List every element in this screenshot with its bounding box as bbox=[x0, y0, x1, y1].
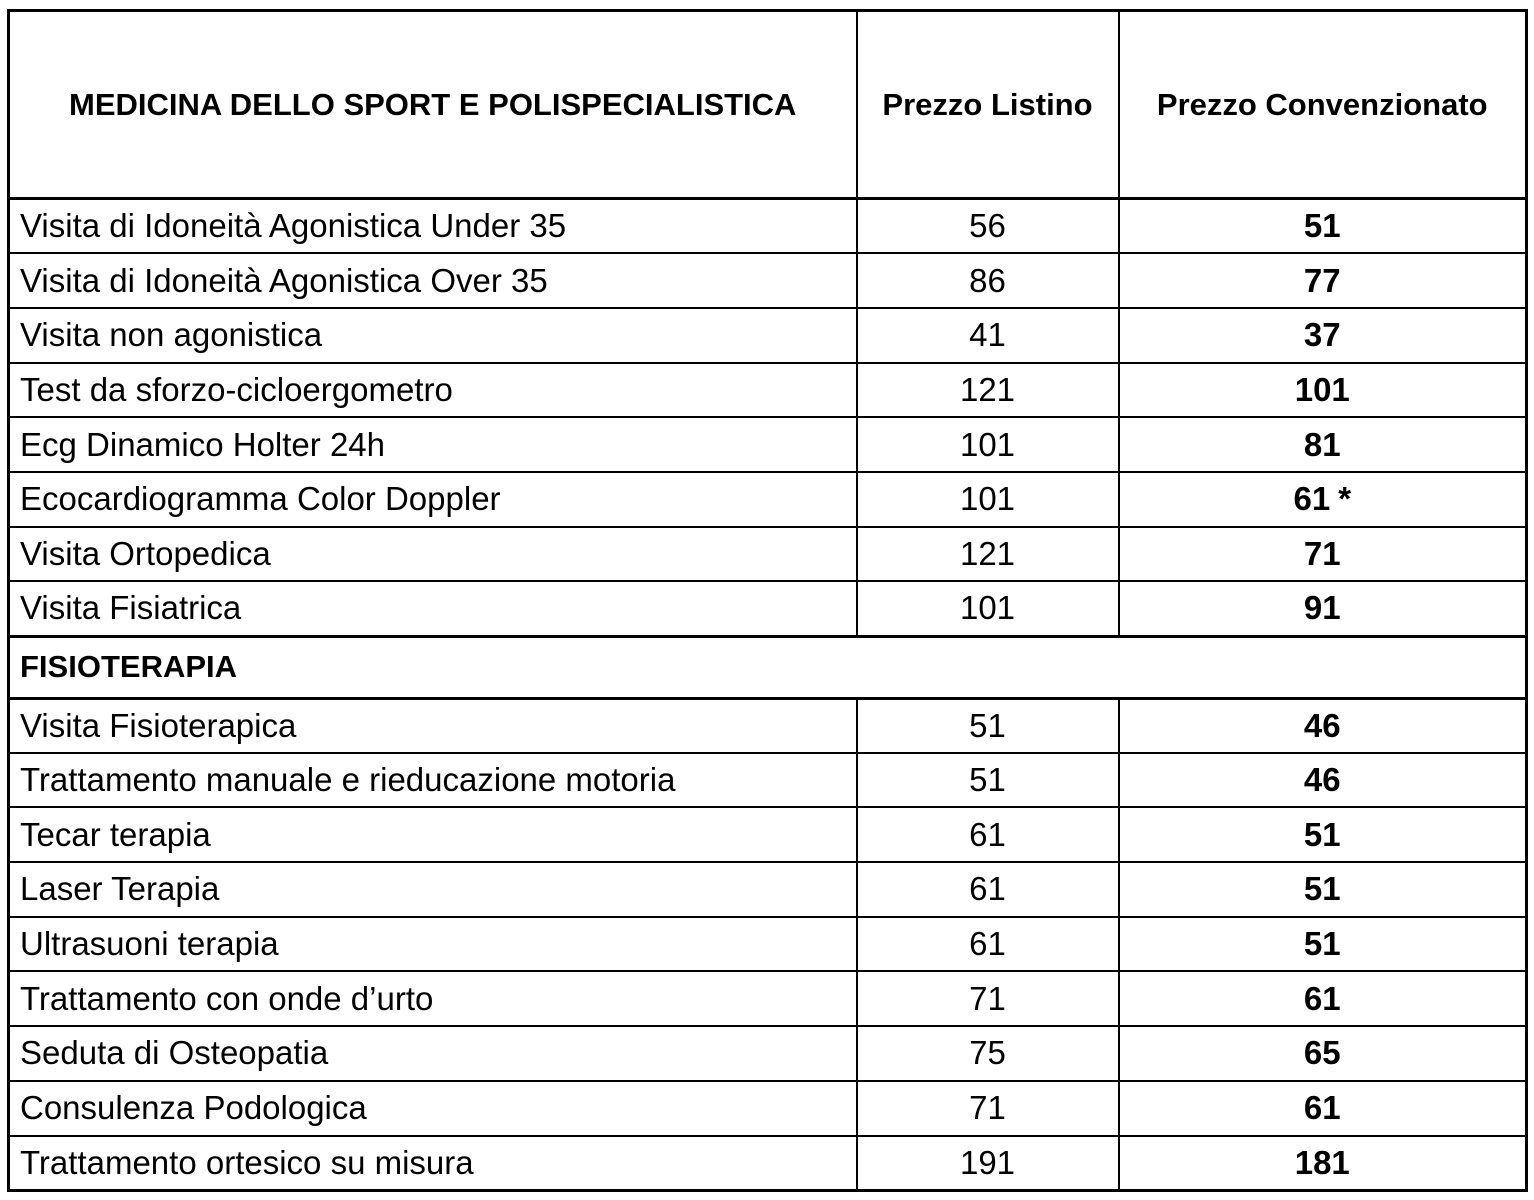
table-row bbox=[9, 971, 1527, 1026]
table-row bbox=[9, 1136, 1527, 1191]
service-name: Laser Terapia bbox=[9, 862, 857, 917]
service-name: Ultrasuoni terapia bbox=[9, 917, 857, 972]
agreed-price bbox=[1119, 417, 1527, 472]
agreed-price bbox=[1119, 807, 1527, 862]
table-row bbox=[9, 753, 1527, 808]
table-row bbox=[9, 363, 1527, 418]
section-header-row bbox=[9, 636, 1527, 698]
list-price: 41 bbox=[857, 308, 1119, 363]
service-name: Visita non agonistica bbox=[9, 308, 857, 363]
list-price: 56 bbox=[857, 199, 1119, 254]
agreed-price-value: 71 bbox=[1303, 534, 1341, 572]
agreed-price-value: 65 bbox=[1303, 1034, 1341, 1072]
agreed-price-value: 51 bbox=[1303, 870, 1341, 908]
agreed-price-value: 51 bbox=[1303, 207, 1341, 245]
list-price: 71 bbox=[857, 1081, 1119, 1136]
list-price: 61 bbox=[857, 807, 1119, 862]
list-price: 101 bbox=[857, 581, 1119, 636]
list-price: 101 bbox=[857, 472, 1119, 527]
agreed-price bbox=[1119, 1026, 1527, 1081]
section-title-fisioterapia: FISIOTERAPIA bbox=[9, 636, 1527, 698]
service-name: Tecar terapia bbox=[9, 807, 857, 862]
service-name: Visita Fisioterapica bbox=[9, 698, 857, 753]
service-name: Trattamento con onde d’urto bbox=[9, 971, 857, 1026]
agreed-price bbox=[1119, 971, 1527, 1026]
table-row bbox=[9, 807, 1527, 862]
service-name: Visita Ortopedica bbox=[9, 527, 857, 582]
agreed-price bbox=[1119, 698, 1527, 753]
agreed-price-value: 51 bbox=[1303, 815, 1341, 853]
agreed-price-value: 61 bbox=[1303, 1089, 1341, 1127]
agreed-price bbox=[1119, 917, 1527, 972]
table-row bbox=[9, 1026, 1527, 1081]
list-price: 61 bbox=[857, 862, 1119, 917]
service-name: Ecocardiogramma Color Doppler bbox=[9, 472, 857, 527]
agreed-price bbox=[1119, 753, 1527, 808]
table-row bbox=[9, 698, 1527, 753]
header-prezzo-convenzionato: Prezzo Convenzionato bbox=[1119, 11, 1527, 199]
agreed-price bbox=[1119, 363, 1527, 418]
price-table bbox=[7, 9, 1528, 1192]
agreed-price-value: 51 bbox=[1303, 925, 1341, 963]
header-section-title: MEDICINA DELLO SPORT E POLISPECIALISTICA bbox=[9, 11, 857, 199]
agreed-price-value: 61 bbox=[1293, 480, 1331, 518]
list-price: 51 bbox=[857, 698, 1119, 753]
agreed-price bbox=[1119, 581, 1527, 636]
agreed-price bbox=[1119, 253, 1527, 308]
list-price: 61 bbox=[857, 917, 1119, 972]
table-row bbox=[9, 199, 1527, 254]
agreed-price-value: 181 bbox=[1294, 1143, 1350, 1181]
list-price: 51 bbox=[857, 753, 1119, 808]
table-row bbox=[9, 862, 1527, 917]
agreed-price-value: 101 bbox=[1294, 370, 1350, 408]
service-name: Visita di Idoneità Agonistica Under 35 bbox=[9, 199, 857, 254]
agreed-price-value: 77 bbox=[1303, 261, 1341, 299]
service-name: Trattamento manuale e rieducazione motoria bbox=[9, 753, 857, 808]
service-name: Ecg Dinamico Holter 24h bbox=[9, 417, 857, 472]
table-row bbox=[9, 253, 1527, 308]
table-row bbox=[9, 308, 1527, 363]
table-row bbox=[9, 917, 1527, 972]
agreed-price bbox=[1119, 472, 1527, 527]
agreed-price bbox=[1119, 1136, 1527, 1191]
agreed-price bbox=[1119, 308, 1527, 363]
agreed-price-value: 81 bbox=[1303, 425, 1341, 463]
table-row bbox=[9, 581, 1527, 636]
header-prezzo-listino: Prezzo Listino bbox=[857, 11, 1119, 199]
footnote-asterisk: * bbox=[1338, 480, 1352, 518]
agreed-price-value: 91 bbox=[1303, 589, 1341, 627]
list-price: 75 bbox=[857, 1026, 1119, 1081]
agreed-price-value: 46 bbox=[1303, 761, 1341, 799]
list-price: 71 bbox=[857, 971, 1119, 1026]
list-price: 121 bbox=[857, 363, 1119, 418]
agreed-price-value: 61 bbox=[1303, 979, 1341, 1017]
service-name: Test da sforzo-cicloergometro bbox=[9, 363, 857, 418]
list-price: 86 bbox=[857, 253, 1119, 308]
agreed-price bbox=[1119, 199, 1527, 254]
table-row bbox=[9, 527, 1527, 582]
service-name: Visita Fisiatrica bbox=[9, 581, 857, 636]
list-price: 121 bbox=[857, 527, 1119, 582]
table-row bbox=[9, 1081, 1527, 1136]
service-name: Visita di Idoneità Agonistica Over 35 bbox=[9, 253, 857, 308]
agreed-price-value: 46 bbox=[1303, 706, 1341, 744]
list-price: 191 bbox=[857, 1136, 1119, 1191]
service-name: Seduta di Osteopatia bbox=[9, 1026, 857, 1081]
service-name: Trattamento ortesico su misura bbox=[9, 1136, 857, 1191]
table-header-row bbox=[9, 11, 1527, 199]
table-row bbox=[9, 417, 1527, 472]
agreed-price bbox=[1119, 527, 1527, 582]
table-row bbox=[9, 472, 1527, 527]
agreed-price-value: 37 bbox=[1303, 316, 1341, 354]
agreed-price bbox=[1119, 1081, 1527, 1136]
list-price: 101 bbox=[857, 417, 1119, 472]
agreed-price bbox=[1119, 862, 1527, 917]
service-name: Consulenza Podologica bbox=[9, 1081, 857, 1136]
